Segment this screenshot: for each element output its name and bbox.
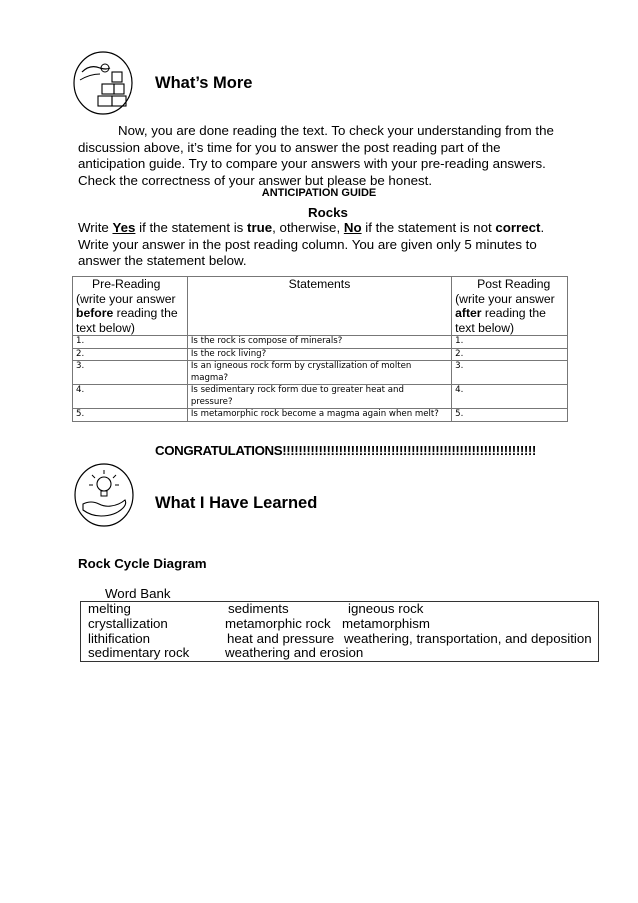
table-row xyxy=(73,409,568,422)
anticipation-guide-table xyxy=(72,276,568,422)
table-header-row xyxy=(73,277,568,336)
topic-heading: Rocks xyxy=(308,205,348,220)
lightbulb-hand-icon xyxy=(73,462,135,528)
post-answer-cell[interactable]: 3. xyxy=(452,361,568,385)
pre-answer-cell[interactable]: 1. xyxy=(73,336,188,349)
statement-cell: Is the rock is compose of minerals? xyxy=(187,336,451,349)
word-item: weathering, transportation, and deposition xyxy=(344,631,592,646)
pre-answer-cell[interactable]: 2. xyxy=(73,348,188,361)
section-title-whats-more: What’s More xyxy=(155,74,253,92)
word-item: heat and pressure xyxy=(227,631,335,646)
pre-answer-cell[interactable]: 3. xyxy=(73,361,188,385)
table-row xyxy=(73,385,568,409)
table-row xyxy=(73,348,568,361)
intro-paragraph: Now, you are done reading the text. To check your understanding from the discussion above, it’s time for you to answer the post reading part of the anticipation guide. Try to compare your answers with your pre-reading answers. Check the correctness of your answer but please be honest. xyxy=(78,123,554,188)
word-item: igneous rock xyxy=(348,601,424,616)
statements-header: Statements xyxy=(187,277,451,336)
post-answer-cell[interactable]: 4. xyxy=(452,385,568,409)
statement-cell: Is sedimentary rock form due to greater heat and pressure? xyxy=(187,385,451,409)
post-reading-header: Post Reading (write your answer after reading the text below) xyxy=(452,277,568,336)
word-item: metamorphic rock xyxy=(225,616,331,631)
instructions: Write Yes if the statement is true, otherwise, No if the statement is not correct. Write your answer in the post reading column. You are given only 5 minutes to answer the statement below. xyxy=(78,220,545,268)
word-item: sediments xyxy=(228,601,289,616)
statement-cell: Is the rock living? xyxy=(187,348,451,361)
word-item: metamorphism xyxy=(342,616,430,631)
word-item: melting xyxy=(88,601,131,616)
rock-cycle-diagram-title: Rock Cycle Diagram xyxy=(78,556,207,571)
table-row xyxy=(73,361,568,385)
congratulations-text: CONGRATULATIONS!!!!!!!!!!!!!!!!!!!!!!!!!!!!!!!!!!!!!!!!!!!!!!!!!!!!!!!!!!!!!!! xyxy=(155,443,536,458)
word-bank-label: Word Bank xyxy=(105,586,171,601)
pre-answer-cell[interactable]: 5. xyxy=(73,409,188,422)
word-item: crystallization xyxy=(88,616,168,631)
word-item: sedimentary rock xyxy=(88,645,190,660)
post-answer-cell[interactable]: 5. xyxy=(452,409,568,422)
statement-cell: Is metamorphic rock become a magma again when melt? xyxy=(187,409,451,422)
table-row xyxy=(73,336,568,349)
anticipation-guide-heading: ANTICIPATION GUIDE xyxy=(261,187,377,199)
building-blocks-icon xyxy=(72,50,134,116)
post-answer-cell[interactable]: 1. xyxy=(452,336,568,349)
post-answer-cell[interactable]: 2. xyxy=(452,348,568,361)
word-item: weathering and erosion xyxy=(225,645,364,660)
word-item: lithification xyxy=(88,631,151,646)
statement-cell: Is an igneous rock form by crystallization of molten magma? xyxy=(187,361,451,385)
pre-answer-cell[interactable]: 4. xyxy=(73,385,188,409)
section-title-what-i-have-learned: What I Have Learned xyxy=(155,494,318,512)
pre-reading-header: Pre-Reading (write your answer before reading the text below) xyxy=(73,277,188,336)
